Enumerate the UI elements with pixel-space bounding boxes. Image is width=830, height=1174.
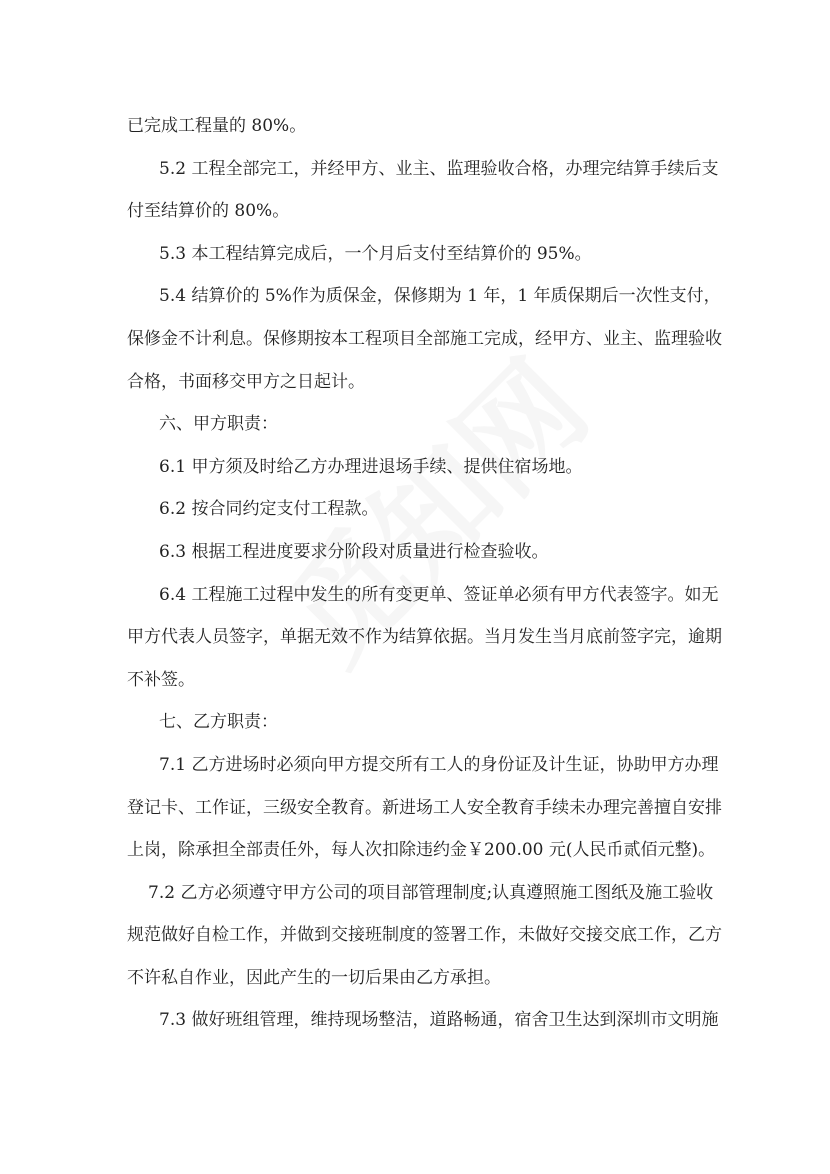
text-line: 上岗，除承担全部责任外，每人次扣除违约金￥200.00 元(人民币贰佰元整)。: [127, 840, 716, 861]
text-line: 不许私自作业，因此产生的一切后果由乙方承担。: [127, 967, 501, 988]
text-line: 六、甲方职责：: [159, 414, 278, 435]
text-line: 5.4 结算价的 5%作为质保金，保修期为 1 年，1 年质保期后一次性支付，: [159, 286, 721, 307]
text-line: 5.2 工程全部完工，并经甲方、业主、监理验收合格，办理完结算手续后支: [159, 158, 719, 179]
text-line: 不补签。: [127, 669, 195, 690]
text-line: 6.3 根据工程进度要求分阶段对质量进行检查验收。: [159, 541, 549, 562]
text-line: 6.1 甲方须及时给乙方办理进退场手续、提供住宿场地。: [159, 456, 583, 477]
text-line: 付至结算价的 80%。: [127, 201, 290, 222]
text-line: 6.4 工程施工过程中发生的所有变更单、签证单必须有甲方代表签字。如无: [159, 584, 719, 605]
text-line: 保修金不计利息。保修期按本工程项目全部施工完成，经甲方、业主、监理验收: [127, 328, 722, 349]
text-line: 已完成工程量的 80%。: [127, 116, 307, 136]
document-body: [127, 105, 722, 1042]
text-line: 7.1 乙方进场时必须向甲方提交所有工人的身份证及计生证，协助甲方办理: [159, 754, 719, 775]
text-line: 登记卡、工作证，三级安全教育。新进场工人安全教育手续未办理完善擅自安排: [127, 797, 722, 818]
text-line: 甲方代表人员签字，单据无效不作为结算依据。当月发生当月底前签字完，逾期: [127, 627, 722, 648]
text-line: 7.2 乙方必须遵守甲方公司的项目部管理制度;认真遵照施工图纸及施工验收: [148, 882, 714, 903]
text-line: 七、乙方职责：: [159, 712, 278, 733]
text-line: 合格，书面移交甲方之日起计。: [127, 371, 365, 392]
text-line: 7.3 做好班组管理，维持现场整洁，道路畅通，宿舍卫生达到深圳市文明施: [159, 1010, 719, 1031]
text-line: 规范做好自检工作，并做到交接班制度的签署工作，未做好交接交底工作，乙方: [127, 925, 722, 946]
text-line: 6.2 按合同约定支付工程款。: [159, 499, 379, 520]
text-line: 5.3 本工程结算完成后，一个月后支付至结算价的 95%。: [159, 243, 592, 264]
